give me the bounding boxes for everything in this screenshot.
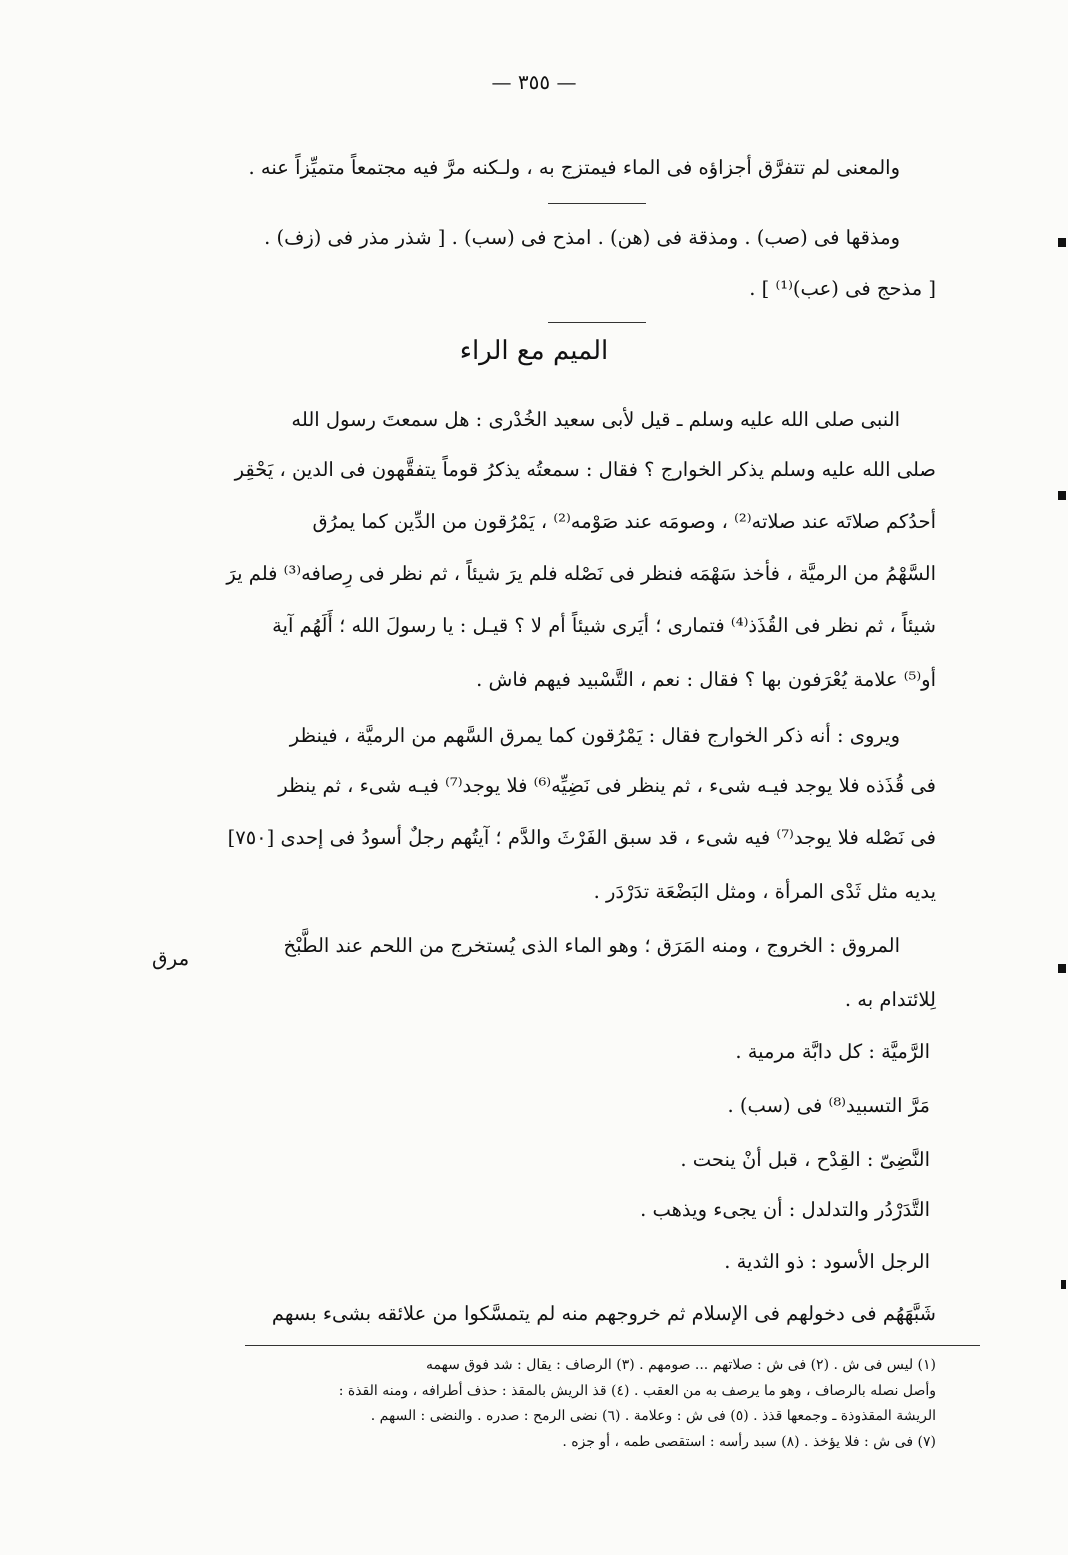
- text-line: النَّضِىّ : القِدْح ، قبل أنْ ينحت .: [680, 1148, 930, 1171]
- text-line: أو⁽⁵⁾ علامة يُعْرَفون بها ؟ فقال : نعم ، التَّسْبيد فيهم فاش .: [476, 668, 936, 691]
- edge-mark: [1058, 964, 1066, 973]
- footnote-rule: [245, 1345, 980, 1346]
- text-line: المروق : الخروج ، ومنه المَرَق ؛ وهو الماء الذى يُستخرج من اللحم عند الطَّبْخ: [283, 934, 900, 957]
- section-heading: الميم مع الراء: [459, 336, 609, 366]
- text-line: ومذقها فى (صب) . ومذقة فى (هن) . امذح فى (سب) . [ شذر مذر فى (زف) .: [264, 226, 900, 249]
- text-line: ويروى : أنه ذكر الخوارج فقال : يَمْرُقون كما يمرق السَّهم من الرميَّة ، فينظر: [289, 724, 900, 747]
- text-line: الرجل الأسود : ذو الثدية .: [724, 1250, 930, 1273]
- text-line: صلى الله عليه وسلم يذكر الخوارج ؟ فقال : سمعتُه يذكرُ قوماً يتفقَّهون فى الدين ، يَحْقِر: [234, 458, 936, 481]
- text-line: لِلائتدام به .: [844, 988, 936, 1011]
- footnote-line: (١) ليس فى ش . (٢) فى ش : صلاتهم ... صومهم . (٣) الرصاف : يقال : شد فوق سهمه: [426, 1357, 936, 1373]
- footnote-line: وأصل نصله بالرصاف ، وهو ما يرصف به من العقب . (٤) قذ الريش بالمقذ : حذف أطرافه ، ومنه القذة :: [338, 1383, 936, 1399]
- margin-keyword: مرق: [152, 946, 190, 970]
- footnote-line: الريشة المقذوذة ـ وجمعها قذذ . (٥) فى ش : وعلامة . (٦) نضى الرمح : صدره . والنضى : السهم .: [370, 1408, 936, 1424]
- edge-mark: [1061, 1280, 1066, 1289]
- text-line: السَّهْمُ من الرميَّة ، فأخذ سَهْمَه فنظر فى نَصْله فلم يرَ شيئاً ، ثم نظر فى رِصافه⁽³⁾ فلم يرَ: [226, 562, 936, 585]
- edge-mark: [1058, 491, 1066, 500]
- text-line: النبى صلى الله عليه وسلم ـ قيل لأبى سعيد الخُدْرى : هل سمعتَ رسول الله: [291, 408, 900, 431]
- text-line: فى نَصْله فلا يوجد⁽⁷⁾ فيه شىء ، قد سبق الفَرْثَ والدَّم ؛ آيتُهم رجلٌ أسودُ فى إحدى [٧٥٠]: [227, 826, 936, 849]
- edge-mark: [1058, 238, 1066, 247]
- text-line: الرَّميَّة : كل دابَّة مرمية .: [735, 1040, 930, 1063]
- text-line: [ مذحج فى (عب)⁽¹⁾ ] .: [749, 277, 936, 300]
- text-line: مَرَّ التسبيد⁽⁸⁾ فى (سب) .: [727, 1094, 930, 1117]
- divider: [548, 203, 646, 204]
- divider: [548, 322, 646, 323]
- footnote-line: (٧) فى ش : فلا يؤخذ . (٨) سبد رأسه : استقصى طمه ، أو جزه .: [562, 1434, 936, 1450]
- page-number: — ٣٥٥ —: [491, 70, 577, 94]
- text-line: والمعنى لم تتفرَّق أجزاؤه فى الماء فيمتزج به ، ولـكنه مرَّ فيه مجتمعاً متميِّزاً عنه .: [248, 156, 900, 179]
- text-line: أحدُكم صلاتَه عند صلاته⁽²⁾ ، وصومَه عند صَوْمه⁽²⁾ ، يَمْرُقون من الدِّين كما يمرُق: [312, 510, 936, 533]
- text-line: التَّدَرْدُر والتدلدل : أن يجىء ويذهب .: [640, 1198, 930, 1221]
- text-line: شَبَّهَهُم فى دخولهم فى الإسلام ثم خروجهم منه لم يتمسَّكوا من علائقه بشىء بسهم: [271, 1302, 936, 1325]
- text-line: شيئاً ، ثم نظر فى القُذَذ⁽⁴⁾ فتمارى ؛ أيَرى شيئاً أم لا ؟ قيـل : يا رسولَ الله ؛ أَلَهُم آية: [272, 614, 936, 637]
- text-line: يديه مثل ثَدْى المرأة ، ومثل البَضْعَة تدَرْدَر .: [593, 880, 936, 903]
- text-line: فى قُذَذه فلا يوجد فيـه شىء ، ثم ينظر فى نَضِيِّه⁽⁶⁾ فلا يوجد⁽⁷⁾ فيـه شىء ، ثم ينظر: [278, 774, 936, 797]
